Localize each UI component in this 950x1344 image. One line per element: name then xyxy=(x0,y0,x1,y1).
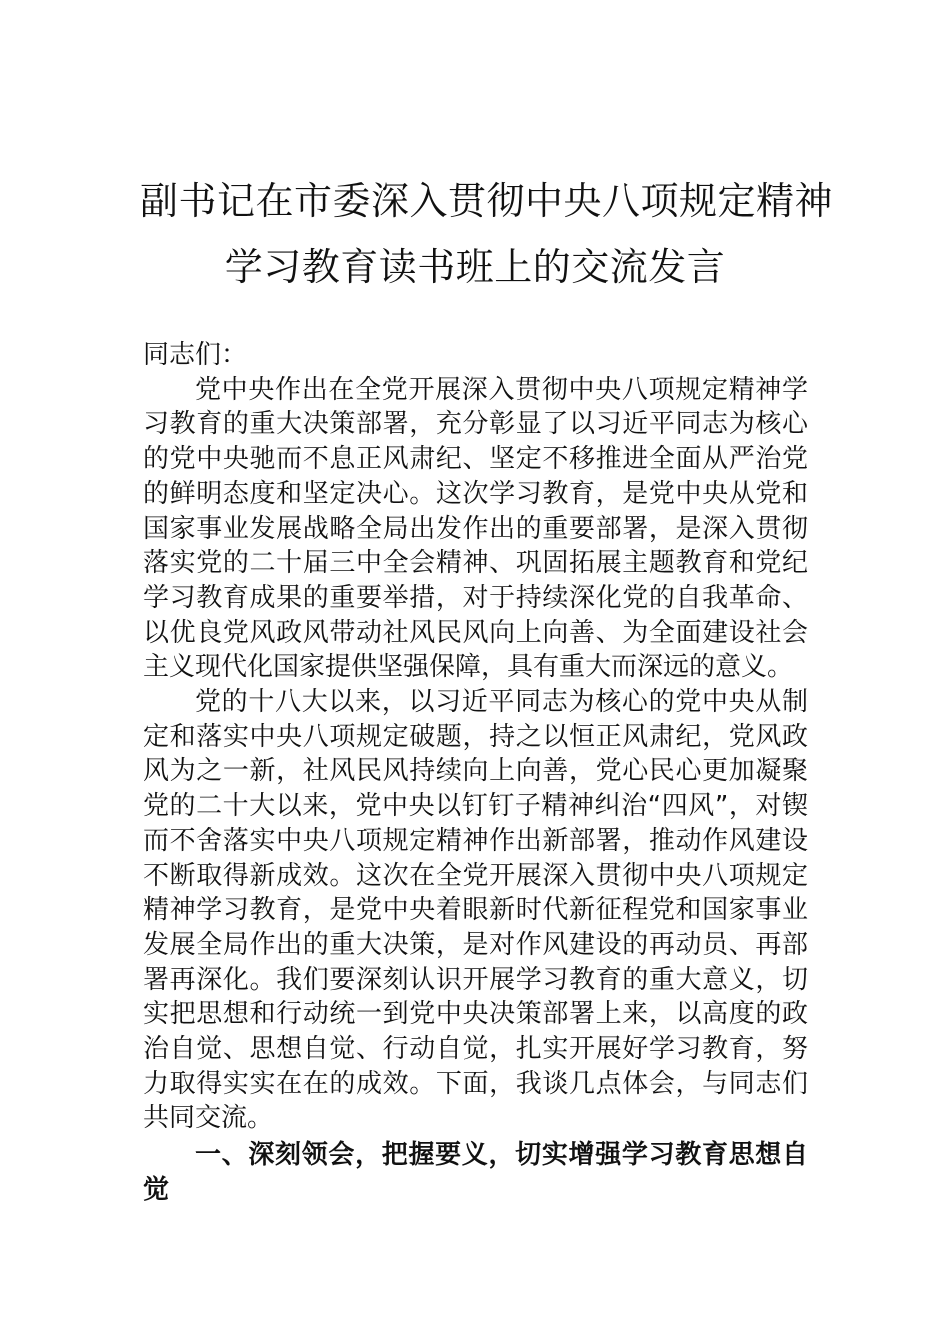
salutation: 同志们： xyxy=(143,340,248,370)
paragraph-1: 党中央作出在全党开展深入贯彻中央八项规定精神学习教育的重大决策部署，充分彰显了以习近平同志为核心的党中央驰而不息正风肃纪、坚定不移推进全面从严治党的鲜明态度和坚定决心。这次学习教育，是党中央从党和国家事业发展战略全局出发作出的重要部署，是深入贯彻落实党的二十届三中全会精神、巩固拓展主题教育和党纪学习教育成果的重要举措，对于持续深化党的自我革命、以优良党风政风带动社风民风向上向善、为全面建设社会主义现代化国家提供坚强保障，具有重大而深远的意义。 xyxy=(143,374,808,683)
document-title-line-1: 副书记在市委深入贯彻中央八项规定精神 xyxy=(140,179,834,223)
document-title-line-2: 学习教育读书班上的交流发言 xyxy=(224,245,726,289)
document-body xyxy=(143,338,808,1208)
section-heading-1: 一、深刻领会，把握要义，切实增强学习教育思想自觉 xyxy=(143,1140,808,1205)
paragraph-2: 党的十八大以来，以习近平同志为核心的党中央从制定和落实中央八项规定破题，持之以恒正风肃纪，党风政风为之一新，社风民风持续向上向善，党心民心更加凝聚党的二十大以来，党中央以钉钉子精神纠治“四风”，对锲而不舍落实中央八项规定精神作出新部署，推动作风建设不断取得新成效。这次在全党开展深入贯彻中央八项规定精神学习教育，是党中央着眼新时代新征程党和国家事业发展全局作出的重大决策，是对作风建设的再动员、再部署再深化。我们要深刻认识开展学习教育的重大意义，切实把思想和行动统一到党中央决策部署上来，以高度的政治自觉、思想自觉、行动自觉，扎实开展好学习教育，努力取得实实在在的成效。下面，我谈几点体会，与同志们共同交流。 xyxy=(143,687,808,1134)
